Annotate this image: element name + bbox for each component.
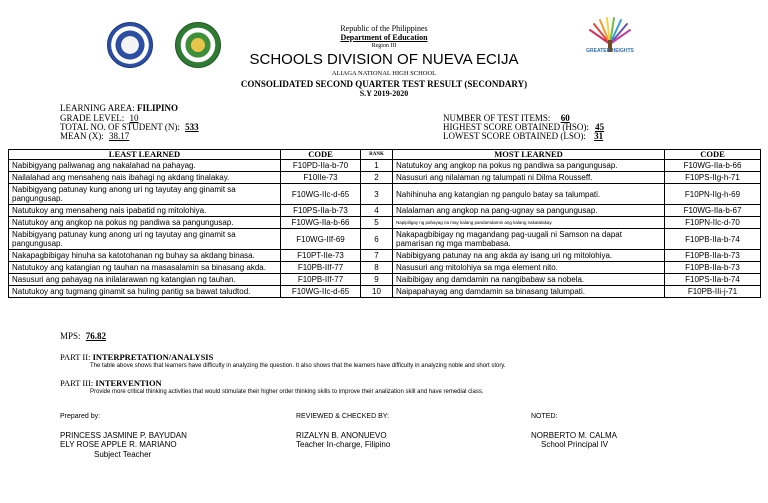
hso-label: HIGHEST SCORE OBTAINED (HSO): xyxy=(443,122,589,132)
table-row xyxy=(9,172,761,184)
mean-line xyxy=(60,131,137,141)
division-seal-logo xyxy=(175,22,221,68)
most-learned-cell: Naipapahayag ang damdamin sa binasang talumpati. xyxy=(393,286,665,298)
most-code-cell: F10PB-IIi-j-71 xyxy=(665,286,761,298)
part2-text: The table above shows that learners have difficulty in analyzing the question. It also shows that the learners have difficulty in analyzing noble and short story. xyxy=(90,363,506,369)
grade-level-label: GRADE LEVEL: xyxy=(60,113,125,123)
least-code-cell: F10PT-IIe-73 xyxy=(281,250,361,262)
most-code-cell: F10WG-IIa-b-66 xyxy=(665,160,761,172)
total-students-label: TOTAL NO. OF STUDENT (N): xyxy=(60,122,180,132)
table-row xyxy=(9,184,761,205)
most-code-cell: F10PS-IIa-b-74 xyxy=(665,274,761,286)
deped-seal-logo xyxy=(107,22,153,68)
most-learned-cell: Naibibigay ang damdamin na nangibabaw sa nobela. xyxy=(393,274,665,286)
least-learned-cell: Natutukoy ang mensaheng nais ipabatid ng mitolohiya. xyxy=(9,205,281,217)
division-title: SCHOOLS DIVISION OF NUEVA ECIJA xyxy=(249,51,519,68)
learning-area-label: LEARNING AREA: xyxy=(60,103,135,113)
least-code-cell: F10WG-IIc-d-65 xyxy=(281,184,361,205)
rank-cell: 3 xyxy=(361,184,393,205)
greater-heights-logo-text: GREATER HEIGHTS xyxy=(586,48,634,54)
rank-cell: 2 xyxy=(361,172,393,184)
least-learned-cell: Nailalahad ang mensaheng nais ibahagi ng akdang tinalakay. xyxy=(9,172,281,184)
mean-value: 38.17 xyxy=(109,131,130,141)
most-learned-cell: Natutukoy ang angkop na pokus ng pandiwa sa pangungusap. xyxy=(393,160,665,172)
header-code: CODE xyxy=(281,150,361,160)
table-row xyxy=(9,217,761,229)
least-code-cell: F10WG-IIa-b-66 xyxy=(281,217,361,229)
table-row xyxy=(9,274,761,286)
grade-level-value: 10 xyxy=(129,113,139,123)
results-table xyxy=(8,149,761,298)
least-code-cell: F10IIe-73 xyxy=(281,172,361,184)
least-code-cell: F10PS-IIa-b-73 xyxy=(281,205,361,217)
least-code-cell: F10PD-IIa-b-70 xyxy=(281,160,361,172)
table-body xyxy=(9,160,761,298)
part3-heading xyxy=(60,378,162,388)
most-code-cell: F10PB-IIa-b-74 xyxy=(665,229,761,250)
mps-label: MPS: xyxy=(60,331,81,341)
most-code-cell: F10PB-IIa-b-73 xyxy=(665,250,761,262)
hso-value: 45 xyxy=(595,122,605,132)
table-row xyxy=(9,286,761,298)
lso-line xyxy=(443,131,611,141)
least-code-cell: F10WG-IIf-69 xyxy=(281,229,361,250)
prepared-role: Subject Teacher xyxy=(94,450,152,459)
part2-label: PART II: xyxy=(60,352,91,362)
most-code-cell: F10PN-IIc-d-70 xyxy=(665,217,761,229)
least-learned-cell: Nabibigyang patunay kung anong uri ng tayutay ang ginamit sa pangungusap. xyxy=(9,184,281,205)
most-learned-cell: Napipiligay ng pahayag na may kalang pandamdamin ang kalang nakatalakay. xyxy=(393,217,665,229)
lso-label: LOWEST SCORE OBTAINED (LSO): xyxy=(443,131,586,141)
noted-name: NORBERTO M. CALMA xyxy=(531,431,617,440)
part2-title: INTERPRETATION/ANALYSIS xyxy=(92,352,214,362)
most-code-cell: F10PB-IIa-b-73 xyxy=(665,262,761,274)
most-code-cell: F10PS-IIg-h-71 xyxy=(665,172,761,184)
reviewed-name: RIZALYN B. ANONUEVO xyxy=(296,431,387,440)
least-learned-cell: Natutukoy ang angkop na pokus ng pandiwa sa pangungusap. xyxy=(9,217,281,229)
least-code-cell: F10PB-IIf-77 xyxy=(281,262,361,274)
rank-cell: 5 xyxy=(361,217,393,229)
prepared-name-1: PRINCESS JASMINE P. BAYUDAN xyxy=(60,431,187,440)
prepared-name-2: ELY ROSE APPLE R. MARIANO xyxy=(60,440,177,449)
rank-cell: 8 xyxy=(361,262,393,274)
most-learned-cell: Nasusuri ang mitolohiya sa mga element nito. xyxy=(393,262,665,274)
least-learned-cell: Natutukoy ang katangian ng tauhan na masasalamin sa binasang akda. xyxy=(9,262,281,274)
mps-value: 76.82 xyxy=(85,331,107,341)
least-learned-cell: Natutukoy ang tugmang ginamit sa huling pantig sa bawat taludtod. xyxy=(9,286,281,298)
test-items-label: NUMBER OF TEST ITEMS: xyxy=(443,113,551,123)
least-code-cell: F10PB-IIf-77 xyxy=(281,274,361,286)
most-learned-cell: Nasusuri ang nilalaman ng talumpati ni Dilma Rousseff. xyxy=(393,172,665,184)
noted-role: School Principal IV xyxy=(541,440,609,449)
part2-heading xyxy=(60,352,213,362)
mps-line xyxy=(60,331,110,341)
table-row xyxy=(9,262,761,274)
rank-cell: 4 xyxy=(361,205,393,217)
most-code-cell: F10PN-IIg-h-69 xyxy=(665,184,761,205)
lso-value: 31 xyxy=(594,131,604,141)
table-row xyxy=(9,205,761,217)
least-code-cell: F10WG-IIc-d-65 xyxy=(281,286,361,298)
report-title: CONSOLIDATED SECOND QUARTER TEST RESULT (SECONDARY) xyxy=(240,79,528,89)
test-items-value: 60 xyxy=(560,113,570,123)
least-learned-cell: Nakapagbibigay hinuha sa katotohanan ng buhay sa akdang binasa. xyxy=(9,250,281,262)
total-students-value: 533 xyxy=(185,122,199,132)
rank-cell: 7 xyxy=(361,250,393,262)
most-learned-cell: Nabibigyang patunay na ang akda ay isang uri ng mitolohiya. xyxy=(393,250,665,262)
header-most-learned: MOST LEARNED xyxy=(393,150,665,160)
most-code-cell: F10WG-IIa-b-67 xyxy=(665,205,761,217)
most-learned-cell: Nakapagbibigay ng magandang pag-uugali ni Samson na dapat pamarisan ng mga mambabasa. xyxy=(393,229,665,250)
department-text: Department of Education xyxy=(340,33,428,42)
most-learned-cell: Nahihinuha ang katangian ng pangulo batay sa talumpati. xyxy=(393,184,665,205)
rank-cell: 9 xyxy=(361,274,393,286)
part3-text: Provide more critical thinking activities that would stimulate their higher order thinking skills to improve their analization skill and have remedial class. xyxy=(90,389,484,395)
learning-area-value: FILIPINO xyxy=(137,103,179,113)
republic-text: Republic of the Philippines xyxy=(340,24,428,33)
rank-cell: 1 xyxy=(361,160,393,172)
table-row xyxy=(9,229,761,250)
part3-label: PART III: xyxy=(60,378,94,388)
most-learned-cell: Nalalaman ang angkop na pang-ugnay sa pangungusap. xyxy=(393,205,665,217)
part3-title: INTERVENTION xyxy=(95,378,162,388)
table-row xyxy=(9,160,761,172)
rank-cell: 6 xyxy=(361,229,393,250)
header-least-learned: LEAST LEARNED xyxy=(9,150,281,160)
noted-label: NOTED: xyxy=(531,413,558,420)
rank-cell: 10 xyxy=(361,286,393,298)
least-learned-cell: Nabibigyang paliwanag ang nakalahad na pahayag. xyxy=(9,160,281,172)
prepared-label: Prepared by: xyxy=(60,413,101,420)
greater-heights-logo xyxy=(580,14,640,60)
reviewed-role: Teacher In-charge, Filipino xyxy=(296,440,391,449)
table-header-row xyxy=(9,150,761,160)
least-learned-cell: Nasusuri ang pahayag na inilalarawan ng katangian ng tauhan. xyxy=(9,274,281,286)
region-text: Region III xyxy=(371,43,397,49)
header-rank: RANK xyxy=(361,150,393,160)
header-code-2: CODE xyxy=(665,150,761,160)
school-year: S.Y 2019-2020 xyxy=(359,89,409,98)
mean-label: MEAN (X): xyxy=(60,131,104,141)
least-learned-cell: Nabibigyang patunay kung anong uri ng tayutay ang ginamit sa pangungusap. xyxy=(9,229,281,250)
learning-area-line xyxy=(60,103,178,113)
table-row xyxy=(9,250,761,262)
reviewed-label: REVIEWED & CHECKED BY: xyxy=(296,413,389,420)
school-name: ALIAGA NATIONAL HIGH SCHOOL xyxy=(331,70,437,77)
